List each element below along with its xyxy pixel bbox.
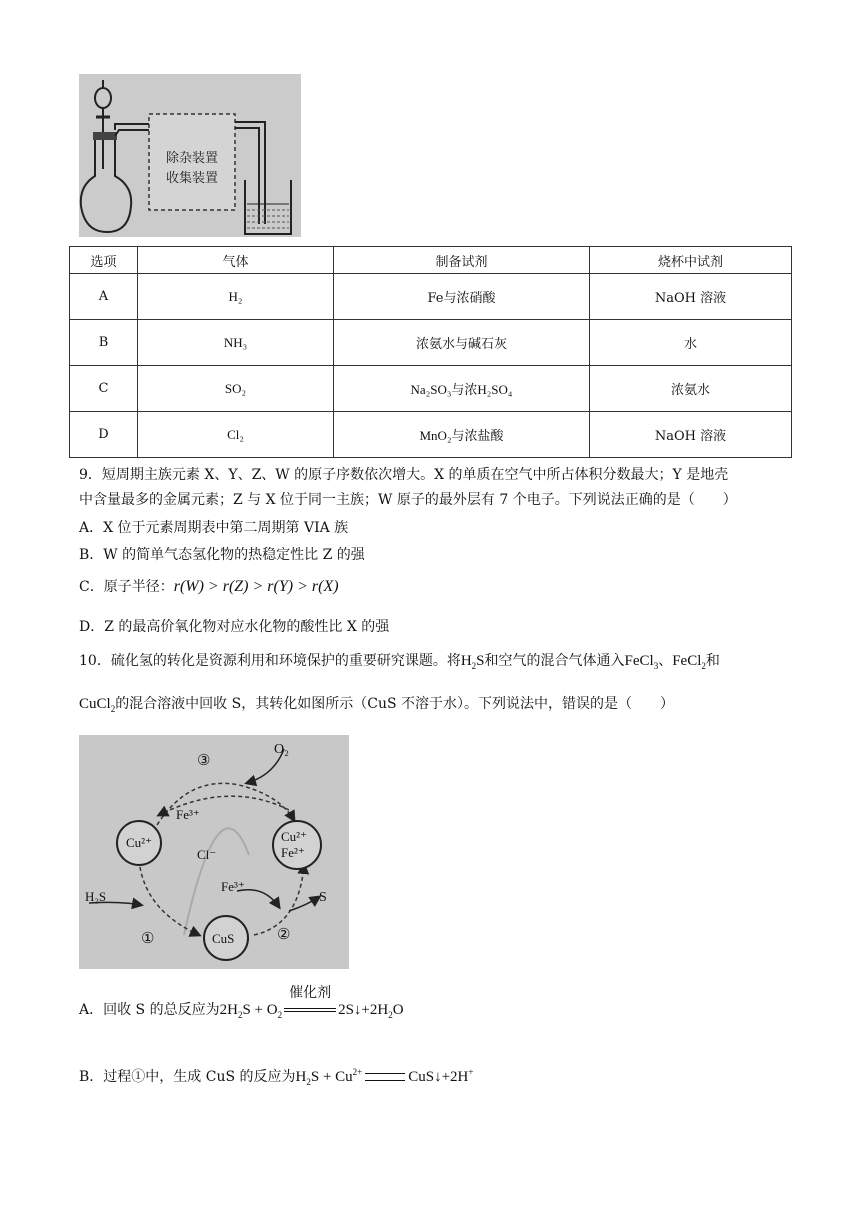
h2s-formula: $H_2S$ xyxy=(460,653,485,671)
q9-stem-line2: 中含量最多的金属元素；Z 与 X 位于同一主族；W 原子的最外层有 7 个电子。下列说法正确的是（ ） xyxy=(79,492,737,508)
header-reagent: 制备试剂 xyxy=(334,247,590,274)
cell-beaker: NaOH 溶液 xyxy=(590,274,792,320)
fe3-top-label: Fe³⁺ xyxy=(176,807,200,822)
cell-gas: NH₃ xyxy=(138,320,334,366)
cell-reagent: MnO₂与浓盐酸 xyxy=(334,412,590,458)
cu2-left-label: Cu²⁺ xyxy=(126,835,152,850)
cell-reagent: Na₂SO₃与浓H₂SO₄ xyxy=(334,366,590,412)
fe3-mid-label: Fe³⁺ xyxy=(221,879,245,894)
cell-reagent: Fe与浓硝酸 xyxy=(334,274,590,320)
q9-option-c-label: C．原子半径： xyxy=(79,579,174,595)
table-row xyxy=(70,320,792,366)
table-header-row xyxy=(70,247,792,274)
fecl2-formula: FeCl$_2$ xyxy=(672,653,706,671)
cell-reagent: 浓氨水与碱石灰 xyxy=(334,320,590,366)
reaction-a-left: $2H_2S + O_2$ xyxy=(219,1002,283,1020)
q10-option-a xyxy=(79,985,404,1022)
reaction-a-right: $2S↓+2H_2O$ xyxy=(338,1002,404,1020)
cus-label: CuS xyxy=(212,931,235,946)
table-row xyxy=(70,366,792,412)
cell-option: B xyxy=(70,320,138,366)
header-beaker: 烧杯中试剂 xyxy=(590,247,792,274)
cucl2-formula: CuCl$_2$ xyxy=(79,696,116,714)
fecl3-formula: FeCl$_3$ xyxy=(624,653,659,671)
q9-option-c xyxy=(79,576,339,596)
h2s-label: H₂S xyxy=(85,889,107,904)
box-line1: 除杂装置 xyxy=(165,151,219,166)
o2-label: O₂ xyxy=(274,742,289,757)
q10-stem-text-a: 10．硫化氢的转化是资源利用和环境保护的重要研究课题。将 xyxy=(79,653,461,669)
q9-stem-line1: 9．短周期主族元素 X、Y、Z、W 的原子序数依次增大。X 的单质在空气中所占体积分数最大；Y 是地壳 xyxy=(79,467,729,483)
q9-option-c-expr: r(W) > r(Z) > r(Y) > r(X) xyxy=(173,578,339,595)
q10-option-b xyxy=(79,1066,473,1087)
box-line2: 收集装置 xyxy=(165,171,219,186)
q10-stem-line1: 10．硫化氢的转化是资源利用和环境保护的重要研究课题。将$H_2S$和空气的混合气体通入FeCl$_3$、FeCl$_2$和 xyxy=(79,653,720,671)
s-label: S xyxy=(319,890,327,905)
table-row xyxy=(70,274,792,320)
cl-label: Cl⁻ xyxy=(197,847,217,862)
header-gas: 气体 xyxy=(138,247,334,274)
cell-beaker: NaOH 溶液 xyxy=(590,412,792,458)
catalyst-arrow xyxy=(284,985,336,1022)
table-row xyxy=(70,412,792,458)
q9-option-b: B．W 的简单气态氢化物的热稳定性比 Z 的强 xyxy=(79,547,365,563)
step1-label: ① xyxy=(141,931,155,947)
q9-option-a: A．X 位于元素周期表中第二周期第 VIA 族 xyxy=(79,520,349,536)
cell-gas: SO₂ xyxy=(138,366,334,412)
q10-option-b-label: B．过程①中，生成 CuS 的反应为 xyxy=(79,1069,296,1085)
cell-gas: Cl₂ xyxy=(138,412,334,458)
step2-label: ② xyxy=(277,927,291,943)
fe2-right-label: Fe²⁺ xyxy=(281,845,305,860)
cu2-right-label: Cu²⁺ xyxy=(281,829,307,844)
header-option: 选项 xyxy=(70,247,138,274)
q10-stem-text-c: 和 xyxy=(705,653,720,669)
apparatus-figure xyxy=(79,74,301,237)
q10-stem-line2 xyxy=(79,693,674,714)
reaction-b-right: CuS↓+2H+ xyxy=(408,1067,474,1085)
q9-option-d: D．Z 的最高价氧化物对应水化物的酸性比 X 的强 xyxy=(79,619,390,635)
cell-option: C xyxy=(70,366,138,412)
catalyst-label: 催化剂 xyxy=(289,985,332,1001)
cell-option: D xyxy=(70,412,138,458)
cell-option: A xyxy=(70,274,138,320)
q10-option-a-label: A．回收 S 的总反应为 xyxy=(79,1002,220,1018)
q10-stem-text-d: 的混合溶液中回收 S，其转化如图所示（CuS 不溶于水）。下列说法中，错误的是（ ） xyxy=(115,696,674,712)
cell-gas: H₂ xyxy=(138,274,334,320)
step3-label: ③ xyxy=(197,753,211,769)
cell-beaker: 浓氨水 xyxy=(590,366,792,412)
reaction-b-left: $H_2S + Cu^{2+}$ xyxy=(295,1067,363,1087)
cycle-diagram xyxy=(79,735,349,969)
options-table xyxy=(69,246,792,458)
cell-beaker: 水 xyxy=(590,320,792,366)
equals-sign xyxy=(365,1073,405,1081)
q10-stem-text-b: 和空气的混合气体通入 xyxy=(484,653,625,669)
